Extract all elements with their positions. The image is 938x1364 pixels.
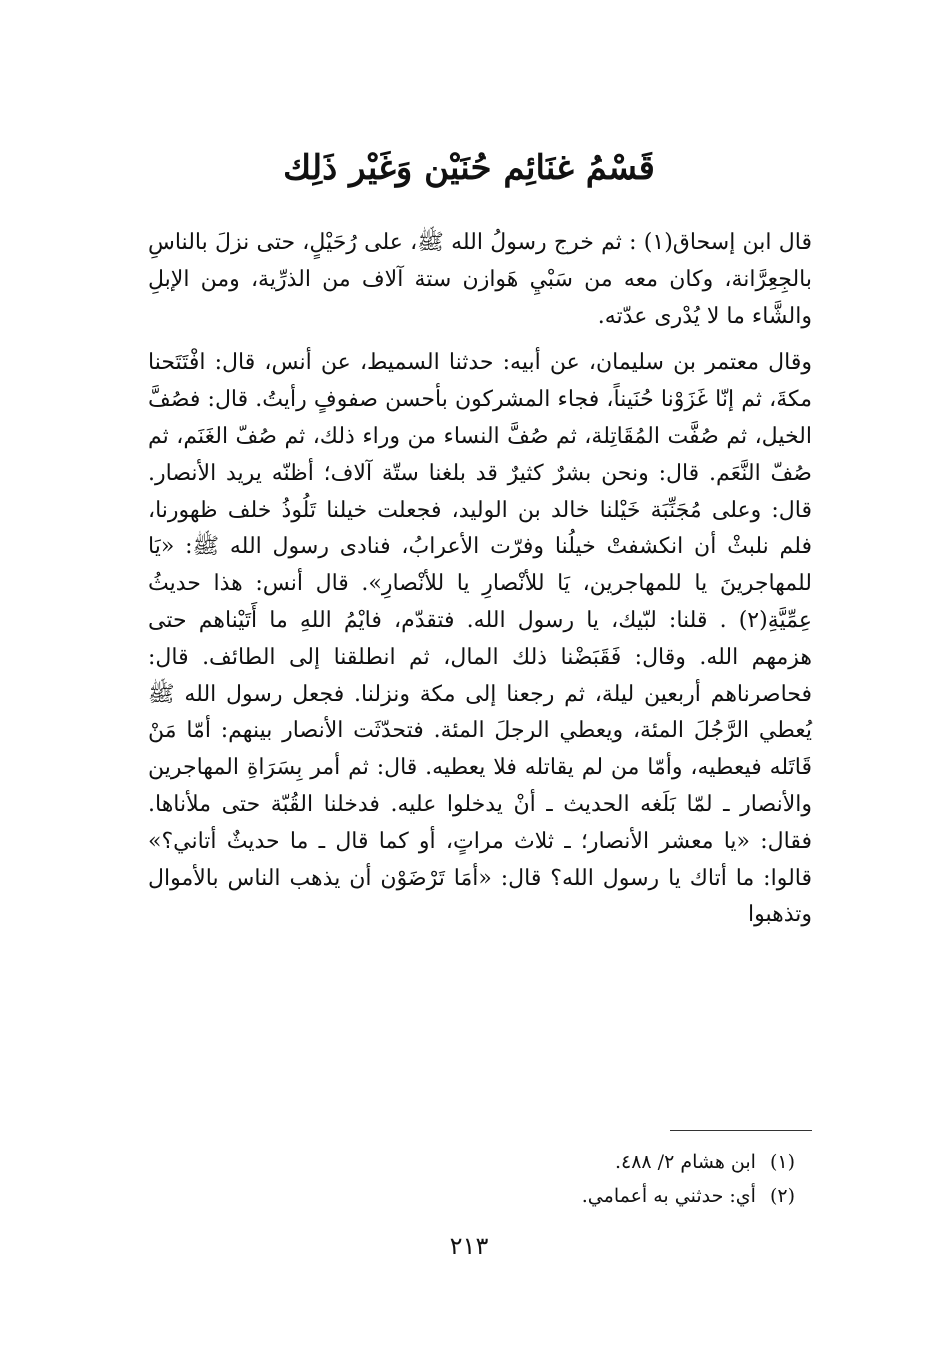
footnote-text: أي: حدثني به أعمامي. <box>581 1185 756 1207</box>
chapter-title: قَسْمُ غنَائِم حُنَيْن وَغَيْر ذَلِك <box>283 148 655 188</box>
footnote-number: (٢) <box>769 1185 795 1207</box>
footnote-1 <box>400 1145 795 1179</box>
footnote-divider <box>670 1130 812 1131</box>
paragraph-1: قال ابن إسحاق(١) : ثم خرج رسولُ الله ﷺ، على رُحَيْلٍ، حتى نزلَ بالناسِ بالجِعِرَّانة، وكان معه من سَبْيِ هَوازن ستة آلاف من الذرِّية، ومن الإبلِ والشَّاء ما لا يُدْرى عدّته. <box>148 230 812 329</box>
footnote-number: (١) <box>769 1151 795 1173</box>
paragraph-2: وقال معتمر بن سليمان، عن أبيه: حدثنا السميط، عن أنس، قال: افْتَتَحنا مكةَ، ثم إنّا غَزَوْنا حُنَيناً، فجاء المشركون بأحسن صفوفٍ رأيتُ. قال: فصُفَّ الخيل، ثم صُفَّت المُقَاتِلة، ثم صُفَّ النساء من وراء ذلك، ثم صُفّ الغَنَم، ثم صُفّ النَّعَم. قال: ونحن بشرٌ كثيرٌ قد بلغنا ستّة آلاف؛ أظنّه يريد الأنصار. قال: وعلى مُجَنِّبَة خَيْلنا خالد بن الوليد، فجعلت خيلنا تَلُوذُ خلف ظهورنا، فلم نلبثْ أن انكشفتْ خيلُنا وفرّت الأعرابُ، فنادى رسول الله ﷺ: «يَا للمهاجرينَ يا للمهاجرين، يَا للأنْصارِ يا للأنْصارِ». قال أنس: هذا حديثُ عِمِّيَّةِ(٢) . قلنا: لبّيك، يا رسول الله. فتقدّم، فايْمُ اللهِ ما أَتَيْناهم حتى هزمهم الله. وقال: فَقَبَضْنا ذلك المال، ثم انطلقنا إلى الطائف. قال: فحاصرناهم أربعين ليلة، ثم رجعنا إلى مكة ونزلنا. فجعل رسول الله ﷺ يُعطي الرَّجُلَ المئة، ويعطي الرجلَ المئة. فتحدّثَت الأنصار بينهم: أمّا مَنْ قَاتَله فيعطيه، وأمّا من لم يقاتله فلا يعطيه. قال: ثم أمر بِسَرَاةِ المهاجرين والأنصار ـ لمّا بَلَغه الحديث ـ أنْ يدخلوا عليه. فدخلنا القُبّة حتى ملأناها. فقال: «يا معشر الأنصار؛ ـ ثلاث مراتٍ، أو كما قال ـ ما حديثٌ أتاني؟» قالوا: ما أتاك يا رسول الله؟ قال: «أمَا تَرْضَوْن أن يذهب الناس بالأموال وتذهبوا <box>148 350 812 928</box>
footnote-text: ابن هشام ٢/ ٤٨٨. <box>614 1151 756 1173</box>
footnote-2 <box>400 1179 795 1213</box>
page-number: ٢١٣ <box>449 1232 489 1260</box>
footnotes <box>400 1145 795 1213</box>
body-text <box>148 225 812 934</box>
